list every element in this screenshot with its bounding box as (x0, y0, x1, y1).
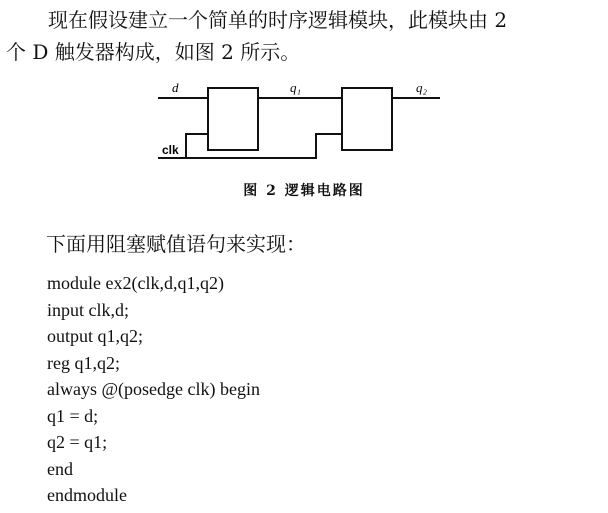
body-paragraph (6, 4, 602, 68)
code-line: q2 = q1; (47, 432, 108, 452)
label-q2: q₂ (416, 80, 428, 95)
code-line: always @(posedge clk) begin (47, 379, 261, 399)
code-line: input clk,d; (47, 299, 129, 320)
code-line: reg q1,q2; (47, 352, 120, 373)
code-line: module ex2(clk,d,q1,q2) (47, 273, 224, 293)
label-clk: clk (162, 143, 179, 157)
label-q1: q₁ (290, 80, 302, 95)
flip-flop-1 (208, 88, 258, 150)
code-line: endmodule (47, 485, 127, 505)
figure-caption: 图 2 逻辑电路图 (243, 183, 365, 199)
code-line: output q1,q2; (47, 326, 144, 346)
intro-text: 下面用阻塞赋值语句来实现： (46, 232, 306, 256)
label-d: d (172, 80, 179, 95)
code-line: q1 = d; (47, 405, 99, 426)
paragraph-line-2: 个 D 触发器构成，如图 2 所示。 (6, 40, 301, 64)
code-block (47, 270, 260, 509)
wire-clk-2 (186, 134, 342, 158)
paragraph-line-1: 现在假设建立一个简单的时序逻辑模块，此模块由 2 (48, 8, 508, 32)
logic-circuit-diagram (150, 78, 450, 160)
code-line: end (47, 458, 73, 479)
flip-flop-2 (342, 88, 392, 150)
